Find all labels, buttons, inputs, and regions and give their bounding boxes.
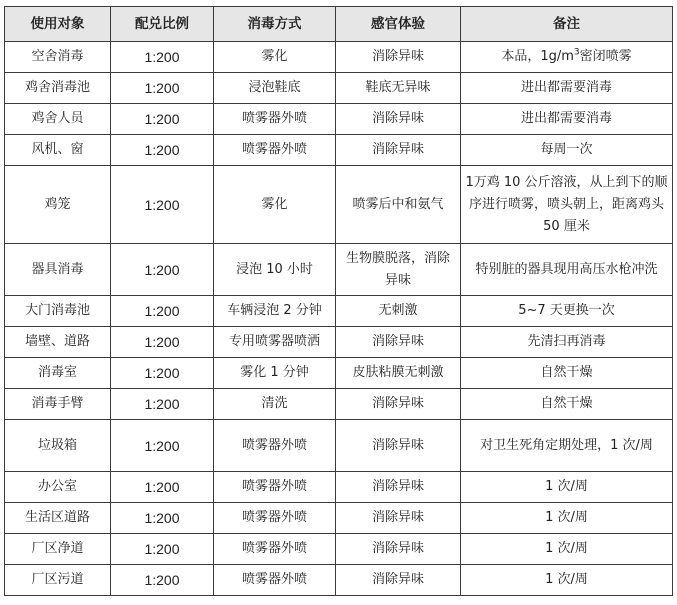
cell-method: 雾化 (214, 166, 336, 244)
cell-sense: 消除异味 (336, 389, 461, 420)
cell-ratio: 1:200 (111, 358, 214, 389)
header-object: 使用对象 (5, 7, 111, 42)
cell-sense: 消除异味 (336, 472, 461, 503)
cell-ratio: 1:200 (111, 472, 214, 503)
header-sense: 感官体验 (336, 7, 461, 42)
cell-note: 自然干燥 (461, 389, 673, 420)
cell-sense: 消除异味 (336, 565, 461, 596)
header-ratio: 配兑比例 (111, 7, 214, 42)
cell-object: 墙壁、道路 (5, 327, 111, 358)
header-note: 备注 (461, 7, 673, 42)
table-row (5, 166, 673, 244)
cell-sense: 生物膜脱落，消除异味 (336, 244, 461, 296)
cell-sense: 消除异味 (336, 503, 461, 534)
note-superscript: 3 (573, 47, 580, 58)
cell-sense: 皮肤粘膜无刺激 (336, 358, 461, 389)
cell-method: 专用喷雾器喷洒 (214, 327, 336, 358)
cell-sense: 无刺激 (336, 296, 461, 327)
cell-method: 喷雾器外喷 (214, 565, 336, 596)
cell-object: 鸡舍人员 (5, 104, 111, 135)
cell-ratio: 1:200 (111, 166, 214, 244)
note-text: 本品，1g/m (501, 49, 574, 64)
table-row (5, 358, 673, 389)
cell-sense: 消除异味 (336, 135, 461, 166)
cell-ratio: 1:200 (111, 420, 214, 472)
cell-object: 厂区净道 (5, 534, 111, 565)
cell-ratio: 1:200 (111, 73, 214, 104)
cell-note: 对卫生死角定期处理，1 次/周 (461, 420, 673, 472)
cell-ratio: 1:200 (111, 503, 214, 534)
cell-object: 风机、窗 (5, 135, 111, 166)
cell-note: 1万鸡 10 公斤溶液，从上到下的顺序进行喷雾，喷头朝上，距离鸡头 50 厘米 (461, 166, 673, 244)
cell-method: 喷雾器外喷 (214, 472, 336, 503)
cell-method: 清洗 (214, 389, 336, 420)
cell-ratio: 1:200 (111, 42, 214, 73)
cell-sense: 消除异味 (336, 327, 461, 358)
cell-ratio: 1:200 (111, 327, 214, 358)
cell-note: 1 次/周 (461, 534, 673, 565)
cell-note: 1 次/周 (461, 503, 673, 534)
table-row (5, 296, 673, 327)
cell-object: 器具消毒 (5, 244, 111, 296)
cell-ratio: 1:200 (111, 534, 214, 565)
cell-object: 厂区污道 (5, 565, 111, 596)
cell-sense: 鞋底无异味 (336, 73, 461, 104)
cell-ratio: 1:200 (111, 565, 214, 596)
cell-object: 办公室 (5, 472, 111, 503)
cell-object: 大门消毒池 (5, 296, 111, 327)
cell-note (461, 42, 673, 73)
table-header-row (5, 7, 673, 42)
cell-note: 先清扫再消毒 (461, 327, 673, 358)
cell-note: 每周一次 (461, 135, 673, 166)
cell-object: 鸡舍消毒池 (5, 73, 111, 104)
table-row (5, 565, 673, 596)
cell-method: 喷雾器外喷 (214, 420, 336, 472)
cell-object: 消毒室 (5, 358, 111, 389)
cell-object: 鸡笼 (5, 166, 111, 244)
table-row (5, 389, 673, 420)
cell-note: 1 次/周 (461, 472, 673, 503)
table-row (5, 104, 673, 135)
cell-method: 浸泡鞋底 (214, 73, 336, 104)
cell-ratio: 1:200 (111, 389, 214, 420)
cell-method: 喷雾器外喷 (214, 104, 336, 135)
cell-note: 进出都需要消毒 (461, 73, 673, 104)
cell-method: 浸泡 10 小时 (214, 244, 336, 296)
cell-method: 车辆浸泡 2 分钟 (214, 296, 336, 327)
cell-object: 消毒手臂 (5, 389, 111, 420)
cell-ratio: 1:200 (111, 104, 214, 135)
cell-note: 特别脏的器具现用高压水枪冲洗 (461, 244, 673, 296)
cell-sense: 喷雾后中和氨气 (336, 166, 461, 244)
cell-object: 生活区道路 (5, 503, 111, 534)
cell-sense: 消除异味 (336, 42, 461, 73)
table-row (5, 472, 673, 503)
cell-sense: 消除异味 (336, 104, 461, 135)
cell-method: 喷雾器外喷 (214, 534, 336, 565)
cell-note: 自然干燥 (461, 358, 673, 389)
cell-method: 喷雾器外喷 (214, 503, 336, 534)
cell-note: 5~7 天更换一次 (461, 296, 673, 327)
note-text: 密闭喷雾 (579, 49, 632, 64)
cell-sense: 消除异味 (336, 534, 461, 565)
table-row (5, 503, 673, 534)
cell-object: 空舍消毒 (5, 42, 111, 73)
table-row (5, 73, 673, 104)
cell-ratio: 1:200 (111, 135, 214, 166)
table-row (5, 534, 673, 565)
cell-object: 垃圾箱 (5, 420, 111, 472)
cell-method: 喷雾器外喷 (214, 135, 336, 166)
table-row (5, 244, 673, 296)
cell-method: 雾化 (214, 42, 336, 73)
table-row (5, 327, 673, 358)
disinfection-table (4, 6, 673, 596)
cell-ratio: 1:200 (111, 296, 214, 327)
table-row (5, 420, 673, 472)
table-row (5, 135, 673, 166)
cell-method: 雾化 1 分钟 (214, 358, 336, 389)
cell-note: 进出都需要消毒 (461, 104, 673, 135)
cell-ratio: 1:200 (111, 244, 214, 296)
table-row (5, 42, 673, 73)
cell-sense: 消除异味 (336, 420, 461, 472)
header-method: 消毒方式 (214, 7, 336, 42)
cell-note: 1 次/周 (461, 565, 673, 596)
